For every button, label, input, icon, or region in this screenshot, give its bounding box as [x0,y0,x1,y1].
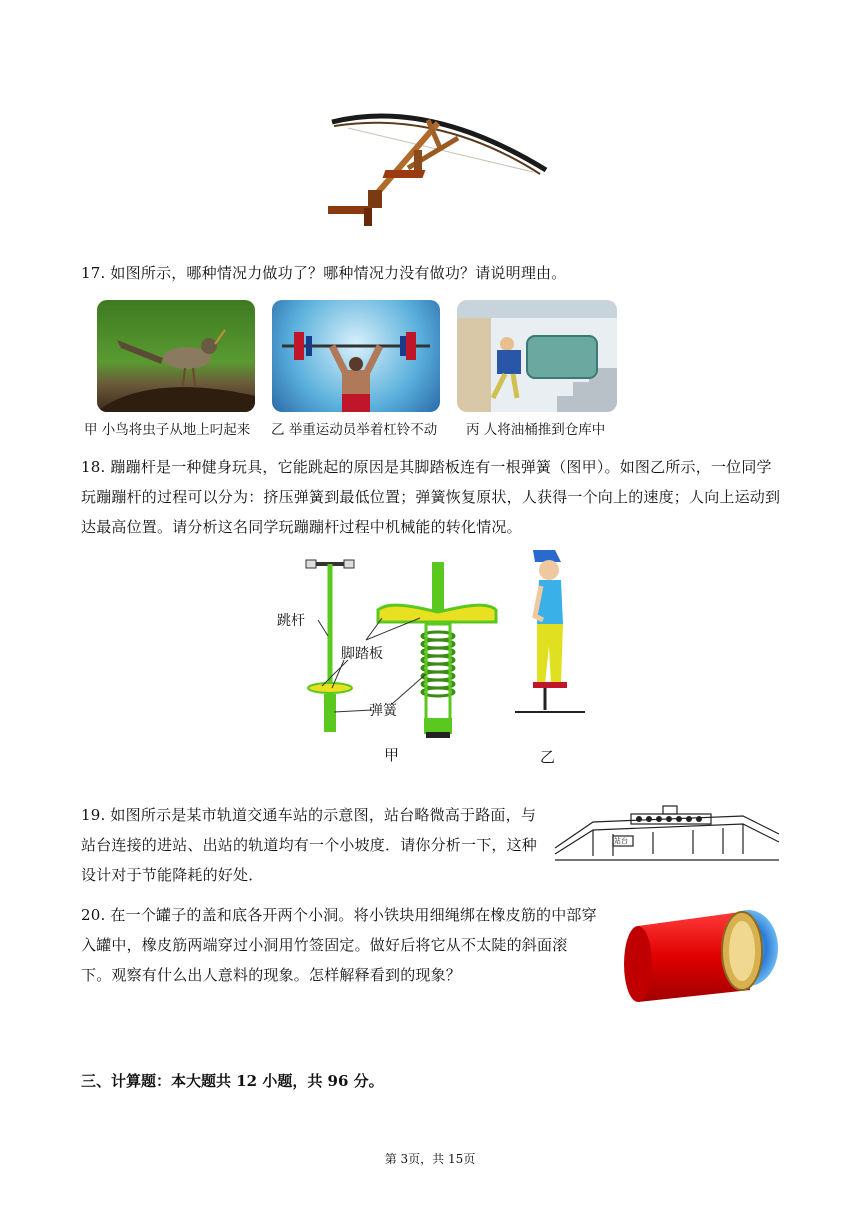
caption-jia-bird: 甲 小鸟将虫子从地上叼起来 [84,422,251,438]
question-17: 17. 如图所示，哪种情况力做功了？哪种情况力没有做功？请说明理由。 [81,264,567,282]
section-3-heading: 三、计算题：本大题共 12 小题，共 96 分。 [81,1072,384,1090]
question-18: 18. 蹦蹦杆是一种健身玩具，它能跳起的原因是其脚踏板连有一根弹簧（图甲）。如图乙所示，一位同学玩蹦蹦杆的过程可以分为：挤压弹簧到最低位置；弹簧恢复原状，人获得一个向上的速度；人向上运动到达最高位置。请分析这名同学玩蹦蹦杆过程中机械能的转化情况。 [81,458,781,536]
crossbow-image [328,108,550,228]
pogo-stick-figure-jia [270,552,500,767]
label-yi: 乙 [540,748,556,766]
label-pedal: 脚踏板 [341,646,383,662]
question-20: 20. 在一个罐子的盖和底各开两个小洞。将小铁块用细绳绑在橡皮筋的中部穿入罐中，橡皮筋两端穿过小洞用竹签固定。做好后将它从不太陡的斜面滚下。观察有什么出人意料的现象。怎样解释看到的现象？ [81,906,597,984]
bird-photo [97,300,255,412]
caption-yi-weightlifter: 乙 举重运动员举着杠铃不动 [271,422,438,438]
label-spring: 弹簧 [369,703,397,719]
question-19: 19. 如图所示是某市轨道交通车站的示意图，站台略微高于路面，与站台连接的进站、出站的轨道均有一个小坡度．请你分析一下，这种设计对于节能降耗的好处． [81,806,538,884]
station-sign-text: 站台 [614,837,628,845]
pogo-jumper-figure-yi [515,546,585,716]
label-pole: 跳杆 [277,613,305,629]
caption-bing-barrel: 丙 人将油桶推到仓库中 [466,422,606,438]
oil-barrel-photo [457,300,617,412]
rolling-can-image [620,906,782,1008]
weightlifter-photo [272,300,440,412]
page-footer: 第 3页，共 15页 [384,1152,476,1166]
station-diagram [553,804,781,864]
label-jia: 甲 [384,746,400,764]
